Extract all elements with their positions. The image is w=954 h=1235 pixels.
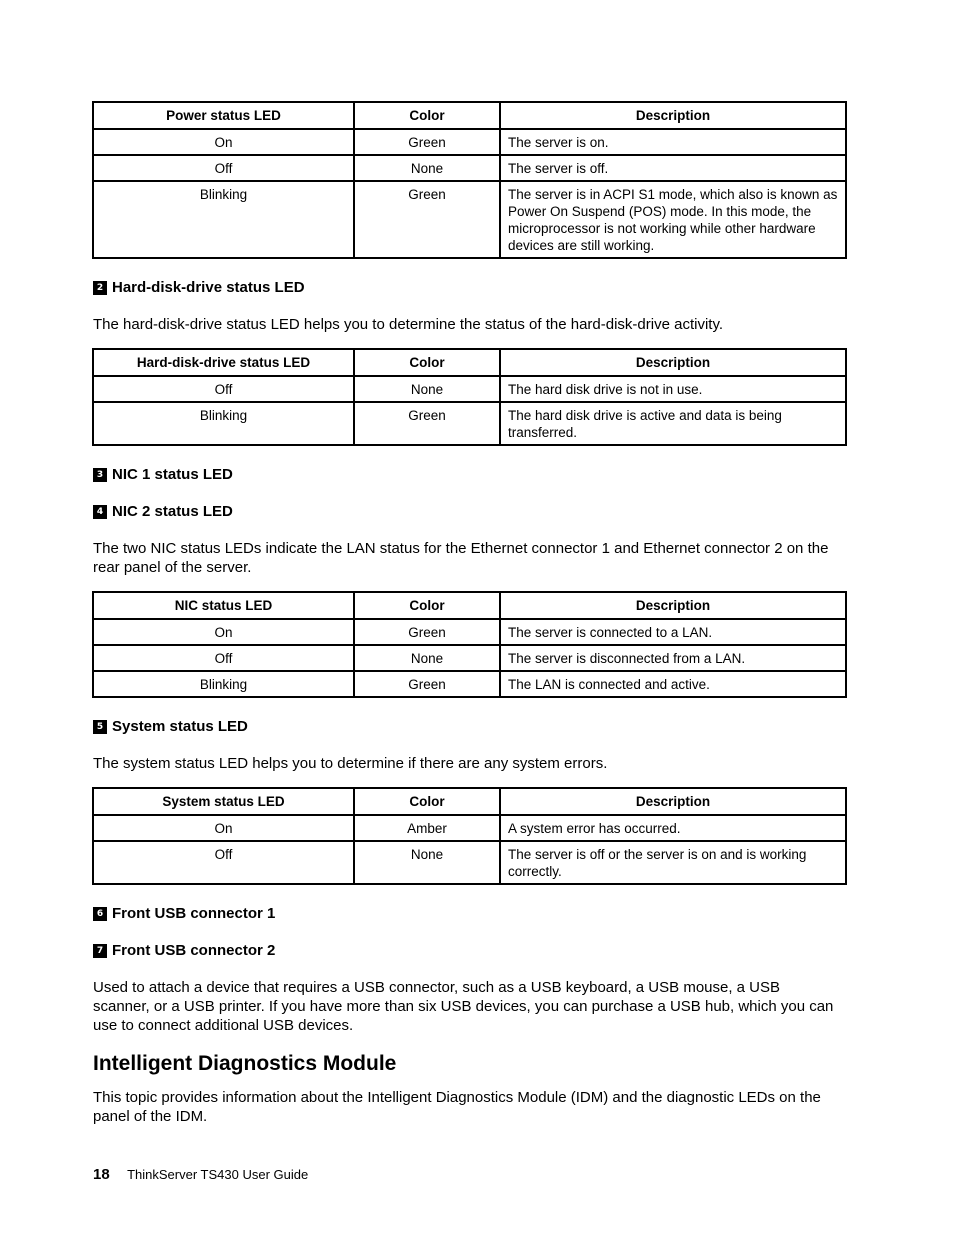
column-header: Description (500, 788, 846, 815)
table-header-row (93, 102, 846, 129)
column-header: Hard-disk-drive status LED (93, 349, 354, 376)
table-row (93, 376, 846, 402)
callout-number: 3 (93, 468, 107, 482)
table-header-row (93, 349, 846, 376)
column-header: Color (354, 349, 500, 376)
column-header: Description (500, 592, 846, 619)
column-header: NIC status LED (93, 592, 354, 619)
section-title: NIC 1 status LED (112, 466, 233, 483)
color-cell: Green (354, 402, 500, 445)
callout-number: 7 (93, 944, 107, 958)
color-cell: None (354, 841, 500, 884)
description-cell: The server is off. (500, 155, 846, 181)
section-heading-usb2 (93, 941, 275, 960)
color-cell: None (354, 645, 500, 671)
column-header: Description (500, 102, 846, 129)
table-row (93, 619, 846, 645)
page-footer (93, 1165, 308, 1185)
color-cell: Green (354, 181, 500, 258)
section-title: Hard-disk-drive status LED (112, 279, 305, 296)
power-status-led-table (92, 101, 847, 259)
section-heading-usb1 (93, 904, 275, 923)
description-cell: The server is disconnected from a LAN. (500, 645, 846, 671)
color-cell: Amber (354, 815, 500, 841)
description-cell: The server is connected to a LAN. (500, 619, 846, 645)
page-number: 18 (93, 1166, 110, 1183)
section-text-system: The system status LED helps you to determine if there are any system errors. (93, 755, 608, 772)
description-cell: The server is off or the server is on and is working correctly. (500, 841, 846, 884)
led-state-cell: Blinking (93, 402, 354, 445)
section-heading-hdd (93, 278, 305, 297)
callout-number: 5 (93, 720, 107, 734)
table-row (93, 815, 846, 841)
color-cell: Green (354, 619, 500, 645)
color-cell: None (354, 376, 500, 402)
table-row (93, 671, 846, 697)
description-cell: The hard disk drive is active and data is being transferred. (500, 402, 846, 445)
section-heading-nic2 (93, 502, 233, 521)
section-title: System status LED (112, 718, 248, 735)
section-heading-system (93, 717, 248, 736)
table-row (93, 155, 846, 181)
section-text-usb: Used to attach a device that requires a USB connector, such as a USB keyboard, a USB mouse, a USB scanner, or a USB printer. If you have more than six USB devices, you can purchase a USB hub, which you can use to connect additional USB devices. (93, 979, 834, 1034)
led-state-cell: On (93, 129, 354, 155)
table-row (93, 181, 846, 258)
section-heading-nic1 (93, 465, 233, 484)
column-header: System status LED (93, 788, 354, 815)
description-cell: The hard disk drive is not in use. (500, 376, 846, 402)
led-state-cell: Blinking (93, 671, 354, 697)
table-row (93, 645, 846, 671)
column-header: Color (354, 102, 500, 129)
hdd-status-led-table (92, 348, 847, 446)
led-state-cell: On (93, 619, 354, 645)
table-header-row (93, 592, 846, 619)
system-status-led-table (92, 787, 847, 885)
led-state-cell: Off (93, 155, 354, 181)
description-cell: The server is in ACPI S1 mode, which also is known as Power On Suspend (POS) mode. In this mode, the microprocessor is not working while other hardware devices are still working. (500, 181, 846, 258)
column-header: Power status LED (93, 102, 354, 129)
led-state-cell: Off (93, 841, 354, 884)
led-state-cell: Off (93, 376, 354, 402)
table-row (93, 841, 846, 884)
description-cell: The LAN is connected and active. (500, 671, 846, 697)
nic-status-led-table (92, 591, 847, 698)
section-text-nic: The two NIC status LEDs indicate the LAN status for the Ethernet connector 1 and Ethernet connector 2 on the rear panel of the server. (93, 540, 829, 576)
led-state-cell: Off (93, 645, 354, 671)
color-cell: None (354, 155, 500, 181)
column-header: Color (354, 592, 500, 619)
idm-heading: Intelligent Diagnostics Module (93, 1052, 397, 1075)
led-state-cell: On (93, 815, 354, 841)
column-header: Description (500, 349, 846, 376)
callout-number: 6 (93, 907, 107, 921)
callout-number: 4 (93, 505, 107, 519)
table-row (93, 402, 846, 445)
color-cell: Green (354, 129, 500, 155)
section-title: NIC 2 status LED (112, 503, 233, 520)
column-header: Color (354, 788, 500, 815)
document-title: ThinkServer TS430 User Guide (127, 1167, 309, 1182)
callout-number: 2 (93, 281, 107, 295)
description-cell: A system error has occurred. (500, 815, 846, 841)
led-state-cell: Blinking (93, 181, 354, 258)
table-row (93, 129, 846, 155)
description-cell: The server is on. (500, 129, 846, 155)
table-header-row (93, 788, 846, 815)
color-cell: Green (354, 671, 500, 697)
idm-text: This topic provides information about the Intelligent Diagnostics Module (IDM) and the diagnostic LEDs on the panel of the IDM. (93, 1089, 821, 1125)
section-title: Front USB connector 1 (112, 905, 276, 922)
section-text-hdd: The hard-disk-drive status LED helps you to determine the status of the hard-disk-drive activity. (93, 316, 724, 333)
section-title: Front USB connector 2 (112, 942, 276, 959)
